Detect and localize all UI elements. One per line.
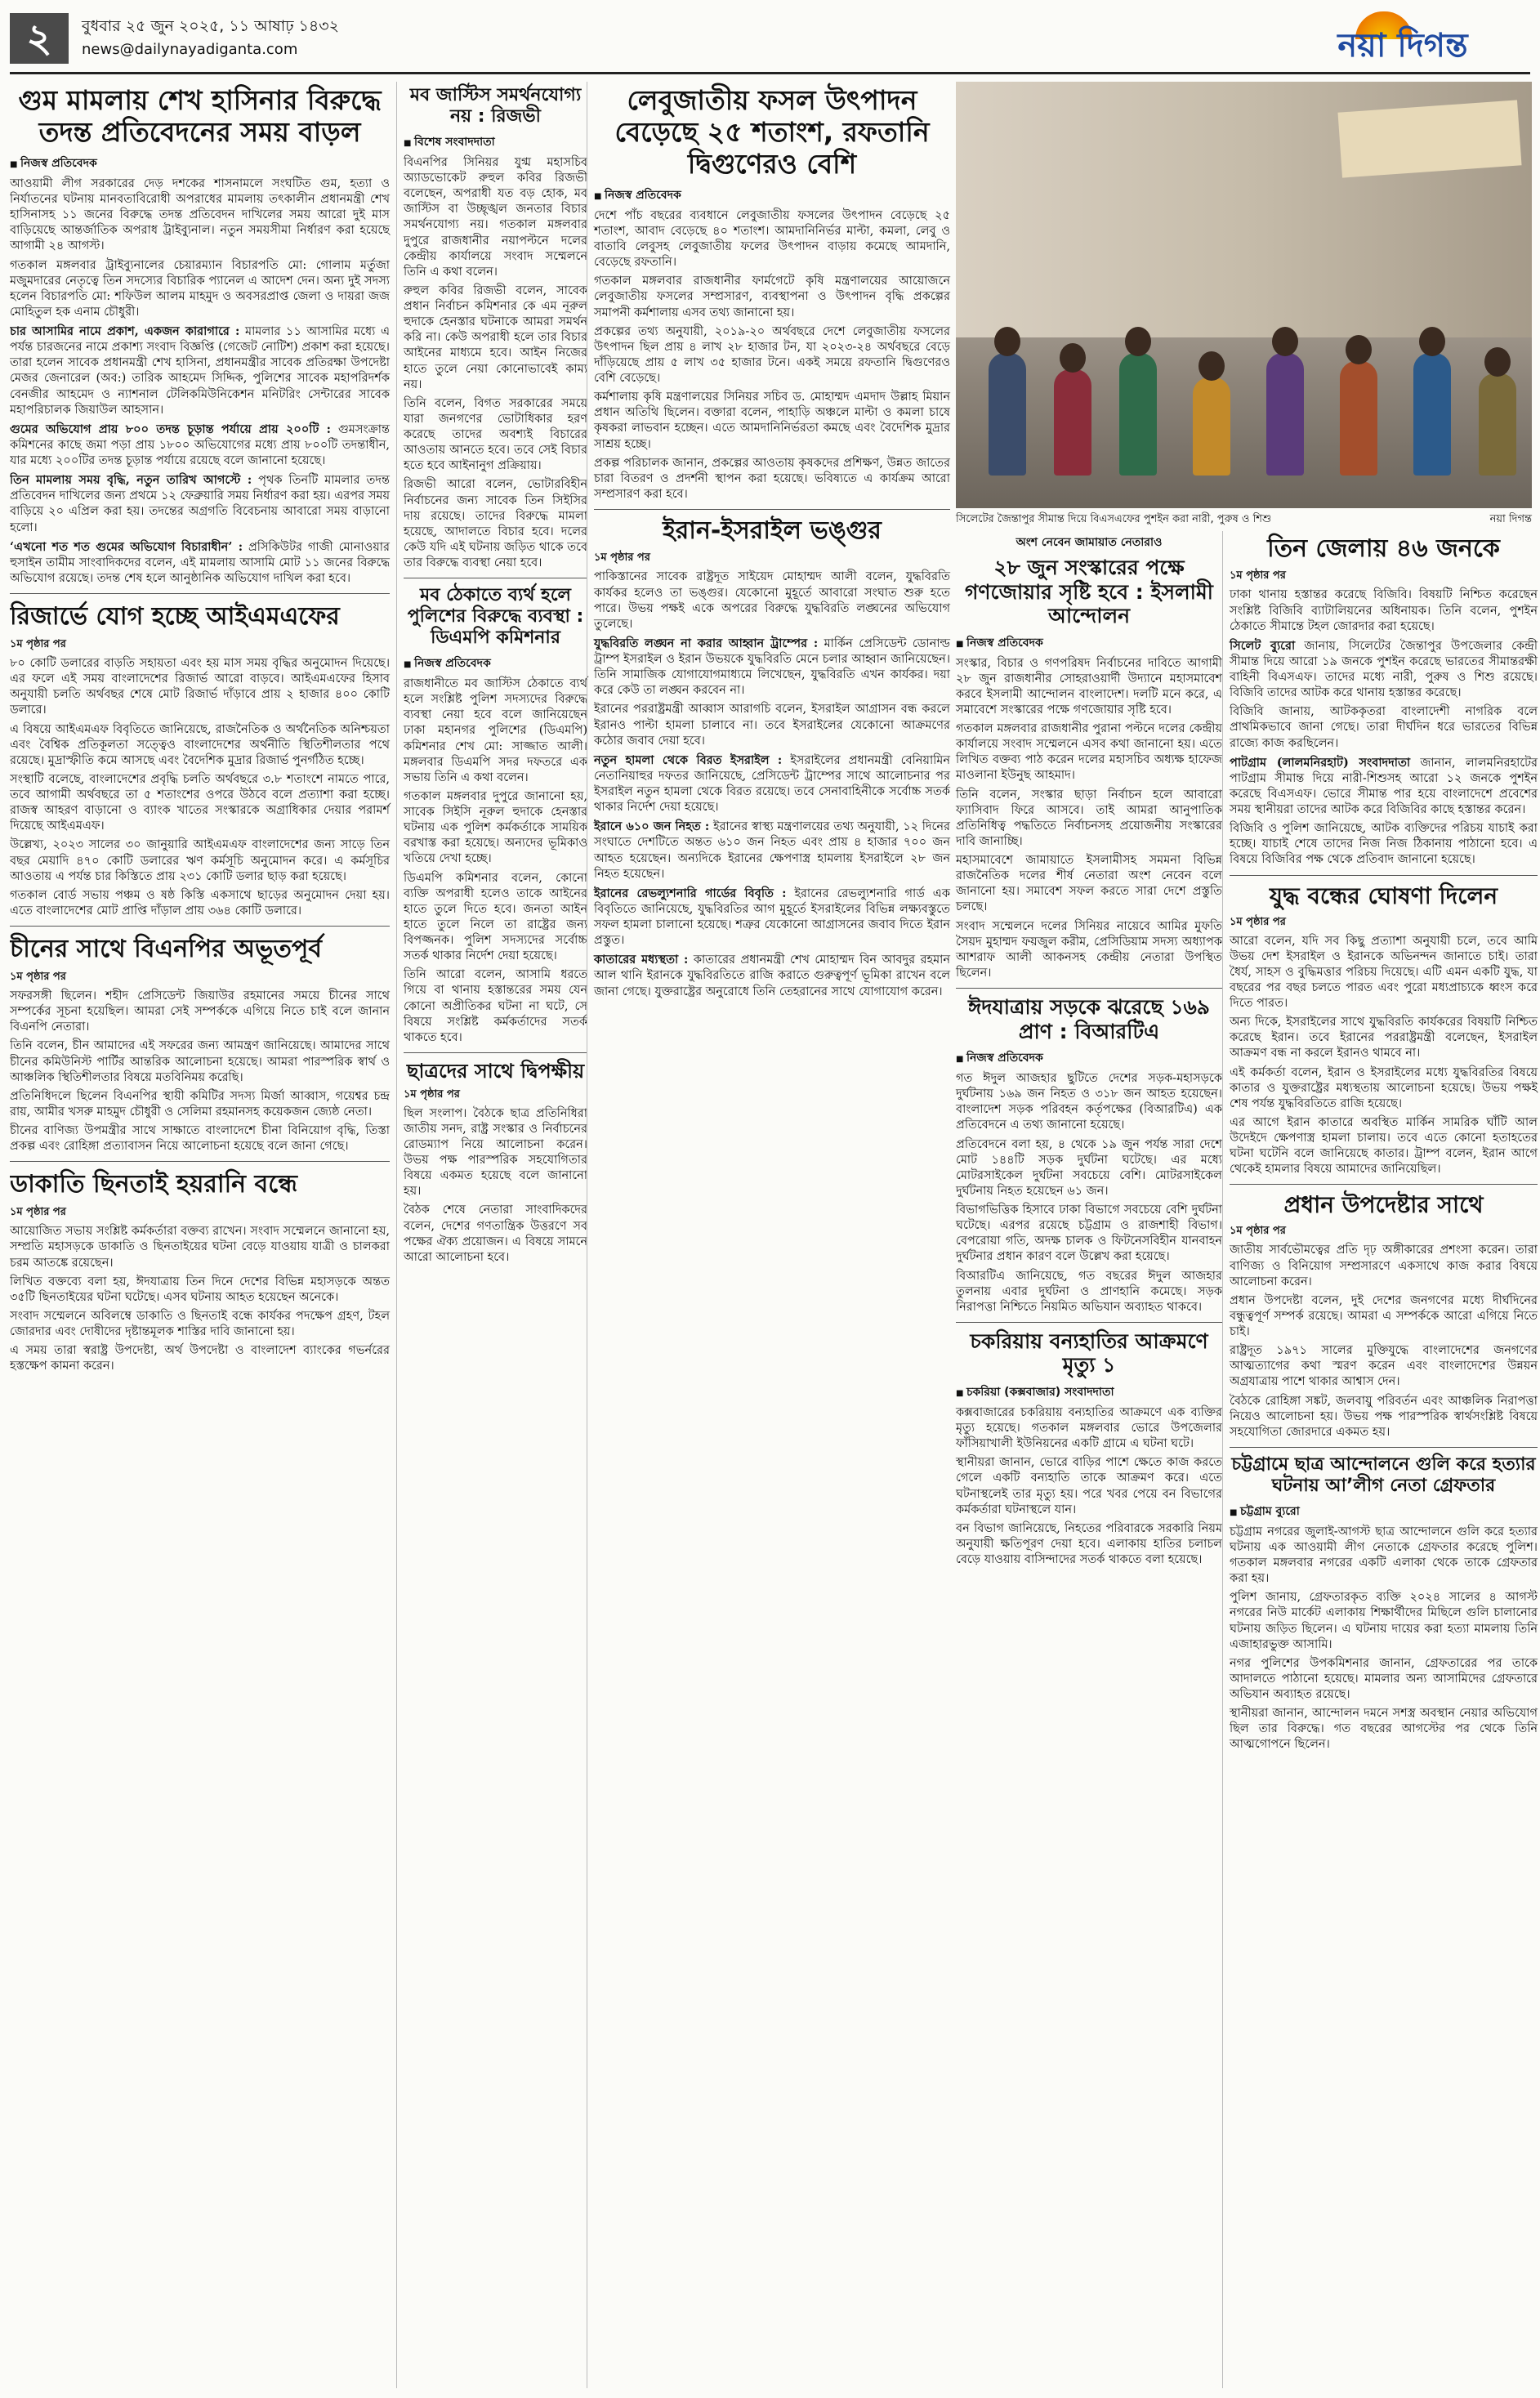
paragraph [1230,638,1538,702]
paragraph: কক্সবাজারের চকরিয়ায় বন্যহাতির আক্রমণে এক ব্যক্তির মৃত্যু হয়েছে। গতকাল মঙ্গলবার ভোরে উপজেলার ফাঁসিয়াখালী ইউনিয়নের একটি গ্রামে এ ঘটনা ঘটে। [956,1405,1222,1451]
paragraph-text: গুমসংক্রান্ত কমিশনের কাছে জমা পড়া প্রায় ১৮০০ অভিযোগের মধ্যে প্রায় ৮০০টি তদন্তাধীন, যার মধ্যে ২০০টির তদন্ত চূড়ান্ত পর্যায়ে রয়েছে বলে জানানো হয়েছে। [10,422,390,467]
newspaper-logo [1280,10,1525,67]
paragraph-text: পৃথক তিনটি মামলার তদন্ত প্রতিবেদন দাখিলের জন্য প্রথমে ১২ ফেব্রুয়ারি সময় নির্ধারণ করা হয়। এরপর সময় বাড়িয়ে ২০ এপ্রিল করা হয়। তদন্তের অগ্রগতি বিবেচনায় আবারো সময় বাড়ানো হলো। [10,474,390,534]
subhead: কাতারের মধ্যস্থতা : [594,953,689,967]
paragraph: আয়োজিত সভায় সংশ্লিষ্ট কর্মকর্তারা বক্তব্য রাখেন। সংবাদ সম্মেলনে জানানো হয়, সম্প্রতি মহাসড়কে ডাকাতি ও ছিনতাইয়ের ঘটনা বেড়ে যাওয়ায় যাত্রী ও চালকরা চরম আতঙ্কে রয়েছেন। [10,1225,390,1270]
paragraph: তিনি বলেন, সংস্কার ছাড়া নির্বাচন হলে আবারো ফ্যাসিবাদ ফিরে আসবে। তাই আমরা আনুপাতিক প্রতিনিধিত্ব পদ্ধতিতে নির্বাচনসহ প্রয়োজনীয় সংস্কারের দাবি জানাচ্ছি। [956,788,1222,848]
paragraph: বিজিবি জানায়, আটককৃতরা বাংলাদেশী নাগরিক বলে প্রাথমিকভাবে জানা গেছে। তারা দীর্ঘদিন ধরে ভারতের বিভিন্ন রাজ্যে কাজ করছিলেন। [1230,705,1538,750]
paragraph: প্রধান উপদেষ্টা বলেন, দুই দেশের জনগণের মধ্যে দীর্ঘদিনের বন্ধুত্বপূর্ণ সম্পর্ক রয়েছে। আমরা এ সম্পর্ককে আরো এগিয়ে নিতে চাই। [1230,1293,1538,1339]
email-link[interactable]: news@dailynayadiganta.com [82,41,298,58]
paragraph: রাজধানীতে মব জাস্টিস ঠেকাতে ব্যর্থ হলে সংশ্লিষ্ট পুলিশ সদস্যদের বিরুদ্ধে ব্যবস্থা নেয়া হবে বলে জানিয়েছেন ঢাকা মহানগর পুলিশের (ডিএমপি) কমিশনার শেখ মো: সাজ্জাত আলী। মঙ্গলবার ডিএমপি সদর দফতরে এক সভায় তিনি এ কথা বলেন। [404,677,587,784]
column-5 [1222,531,1540,2388]
photo-head [994,327,1020,356]
paragraph [594,886,950,949]
byline: ■ বিশেষ সংবাদদাতা [404,132,587,152]
paragraph [10,472,390,536]
byline: ■ চট্টগ্রাম ব্যুরো [1230,1502,1538,1521]
paragraph: সফরসঙ্গী ছিলেন। শহীদ প্রেসিডেন্ট জিয়াউর রহমানের সময়ে চীনের সাথে সম্পর্কের সূচনা হয়েছিল। আমরা সেই সম্পর্ককে এগিয়ে নিতে চাই বলে জানান বিএনপি নেতারা। [10,989,390,1034]
column-4 [949,531,1229,2388]
headline-chattogram: চট্টগ্রামে ছাত্র আন্দোলনে গুলি করে হত্যার ঘটনায় আ’লীগ নেতা গ্রেফতার [1231,1454,1536,1496]
paragraph: সংবাদ সম্মেলনে অবিলম্বে ডাকাতি ও ছিনতাই বন্ধে কার্যকর পদক্ষেপ গ্রহণ, টহল জোরদার এবং দোষীদের দৃষ্টান্তমূলক শাস্তির দাবি জানানো হয়। [10,1309,390,1338]
paragraph: প্রকল্পের তথ্য অনুযায়ী, ২০১৯-২০ অর্থবছরে দেশে লেবুজাতীয় ফসলের উৎপাদন ছিল প্রায় ৪ লাখ ২৮ হাজার টন, যা ২০২৩-২৪ অর্থবছরে বেড়ে দাঁড়িয়েছে প্রায় ৫ লাখ ৩৫ হাজার টনে। একই সময়ে রফতানি দ্বিগুণেরও বেশি বেড়েছে। [594,324,950,386]
paragraph: ডিএমপি কমিশনার বলেন, কোনো ব্যক্তি অপরাধী হলেও তাকে আইনের হাতে তুলে দিতে হবে। জনতা আইন হাতে তুলে নিলে তা রাষ্ট্রের জন্য বিপজ্জনক। পুলিশ সদস্যদের সর্বোচ্চ সতর্ক থাকার নির্দেশ দেয়া হয়েছে। [404,871,587,963]
headline-juddho: যুদ্ধ বন্ধের ঘোষণা দিলেন [1269,882,1498,909]
photo-head [1346,335,1372,364]
paragraph [1230,755,1538,819]
paragraph-text: ইরানের স্বাস্থ্য মন্ত্রণালয়ের তথ্য অনুযায়ী, ১২ দিনের সংঘাতে দেশটিতে অন্তত ৬১০ জন নিহত এবং প্রায় ৪ হাজার ৭০০ জন আহত হয়েছেন। অন্যদিকে ইরানের ক্ষেপণাস্ত্র হামলায় ইসরাইলে ২৮ জন নিহত হয়েছেন। [594,820,950,881]
paragraph [10,539,390,587]
subhead: ‘এখনো শত শত গুমের অভিযোগ বিচারাধীন’ : [10,539,243,554]
paragraph: অন্য দিকে, ইসরাইলের সাথে যুদ্ধবিরতি কার্যকরের বিষয়টি নিশ্চিত করেছে ইরান। তবে ইরানের পররাষ্ট্রমন্ত্রী বলেছেন, ইসরাইল আক্রমণ বন্ধ না করলে ইরানও থামবে না। [1230,1016,1538,1061]
paragraph: দেশে পাঁচ বছরের ব্যবধানে লেবুজাতীয় ফসলের উৎপাদন বেড়েছে ২৫ শতাংশ, আবাদ বেড়েছে ৪০ শতাংশ। আমদানিনির্ভর মাল্টা, কমলা, লেবু ও বাতাবি লেবুসহ লেবুজাতীয় ফলের উৎপাদন বাড়ায় কমেছে আমদানি, বেড়েছে রফতানি। [594,208,950,270]
paragraph-text: মার্কিন প্রেসিডেন্ট ডোনাল্ড ট্রাম্প ইসরাইল ও ইরান উভয়কে যুদ্ধবিরতি মেনে চলার আহ্বান জানিয়েছেন। তিনি সামাজিক যোগাযোগমাধ্যমে লিখেছেন, যুদ্ধবিরতি এখন কার্যকর। দয়া করে কেউ তা লঙ্ঘন করবেন না। [594,636,950,698]
photo-credit: নয়া দিগন্ত [1489,513,1532,525]
paragraph: বৈঠকে রোহিঙ্গা সঙ্কট, জলবায়ু পরিবর্তন এবং আঞ্চলিক নিরাপত্তা নিয়েও আলোচনা হয়। উভয় পক্ষ পারস্পরিক স্বার্থসংশ্লিষ্ট বিষয়ে সহযোগিতা জোরদারে একমত হয়। [1230,1394,1538,1439]
paragraph-text: জানায়, সিলেটের জৈন্তাপুর উপজেলার কেন্দ্রী সীমান্ত দিয়ে আরো ১৯ জনকে পুশইন করেছে ভারতের সীমান্তরক্ষী বাহিনী বিএসএফ। তাদের মধ্যে নারী, পুরুষ ও শিশু রয়েছে। বিজিবি তাদের আটক করে থানায় হস্তান্তর করেছে। [1230,639,1538,700]
paragraph: আরো বলেন, যদি সব কিছু প্রত্যাশা অনুযায়ী চলে, তবে আমি উভয় দেশ ইসরাইল ও ইরানকে অভিনন্দন জানাতে চাই। তারা ধৈর্য, সাহস ও বুদ্ধিমত্তার পরিচয় দিয়েছে। এটি এমন একটি যুদ্ধ, যা বছরের পর বছর চলতে পারত এবং পুরো মধ্যপ্রাচ্যকে ধ্বংস করে দিতে পারত। [1230,934,1538,1011]
photo-person [1119,353,1157,476]
paragraph [594,819,950,882]
paragraph: প্রতিবেদনে বলা হয়, ৪ থেকে ১৯ জুন পর্যন্ত সারা দেশে মোট ১৪৪টি সড়ক দুর্ঘটনা ঘটেছে। এর মধ্যে মোটরসাইকেল দুর্ঘটনা সবচেয়ে বেশি। মোটরসাইকেল দুর্ঘটনায় নিহত হয়েছেন ৬১ জন। [956,1137,1222,1198]
byline: ■ চকরিয়া (কক্সবাজার) সংবাদদাতা [956,1382,1222,1402]
divider [1230,1184,1538,1185]
divider [10,1161,390,1162]
continued-label: ১ম পৃষ্ঠার পর [10,638,66,650]
paragraph: লিখিত বক্তব্যে বলা হয়, ঈদযাত্রায় তিন দিনে দেশের বিভিন্ন মহাসড়কে অন্তত ৩৫টি ছিনতাইয়ের ঘটনা ঘটেছে। এসব ঘটনায় আহত হয়েছেন অনেকে। [10,1275,390,1304]
subhead: ইরানের রেভল্যুশনারি গার্ডের বিবৃতি : [594,886,787,900]
subhead: গুমের অভিযোগ প্রায় ৮০০ তদন্ত চূড়ান্ত পর্যায়ে প্রায় ২০০টি : [10,422,332,436]
paragraph [10,422,390,469]
photo-person [1340,361,1377,476]
paragraph: গতকাল বোর্ড সভায় পঞ্চম ও ষষ্ঠ কিস্তি একসাথে ছাড়ের অনুমোদন দেয়া হয়। এতে বাংলাদেশের মোট প্রাপ্তি দাঁড়াল প্রায় ৩৬৪ কোটি ডলারে। [10,888,390,918]
headline-china: চীনের সাথে বিএনপির অভূতপূর্ব [10,935,322,963]
photo-person [1479,373,1516,476]
paragraph: রুহুল কবির রিজভী বলেন, সাবেক প্রধান নির্বাচন কমিশনার কে এম নূরুল হুদাকে হেনস্তার ঘটনাকে আমরা সমর্থন করি না। কেউ অপরাধী হলে তার বিচার আইনের মাধ্যমে হবে। আইন নিজের হাতে তুলে নেয়া কোনোভাবেই কাম্য নয়। [404,284,587,391]
paragraph: বিএনপির সিনিয়র যুগ্ম মহাসচিব অ্যাডভোকেট রুহুল কবির রিজভী বলেছেন, অপরাধী যত বড় হোক, মব জাস্টিস বা উচ্ছৃঙ্খল জনতার বিচার সমর্থনযোগ্য নয়। গতকাল মঙ্গলবার দুপুরে রাজধানীর নয়াপল্টনে দলের কেন্দ্রীয় কার্যালয়ে সংবাদ সম্মেলনে তিনি এ কথা বলেন। [404,155,587,279]
paragraph: ইরানের পররাষ্ট্রমন্ত্রী আব্বাস আরাগচি বলেন, ইসরাইল আগ্রাসন বন্ধ করলে ইরানও পাল্টা হামলা চালাবে না। তবে ইসরাইলের যেকোনো আক্রমণের কঠোর জবাব দেয়া হবে। [594,703,950,748]
photo-person [1413,353,1451,476]
paragraph [594,752,950,816]
subhead: নতুন হামলা থেকে বিরত ইসরাইল : [594,752,783,767]
paragraph [594,636,950,699]
paragraph: এ বিষয়ে আইএমএফ বিবৃতিতে জানিয়েছে, রাজনৈতিক ও অর্থনৈতিক অনিশ্চয়তা এবং বৈশ্বিক প্রতিকূলতা সত্ত্বেও বাংলাদেশের অর্থনীতি স্থিতিশীলতার পথে রয়েছে। মুদ্রাস্ফীতি কমে আসছে এবং বৈদেশিক মুদ্রার রিজার্ভ পুনর্গঠিত হচ্ছে। [10,722,390,767]
headline-iran: ইরান-ইসরাইল ভঙ্গুর [663,516,882,546]
column-2 [396,82,594,2388]
subhead: চার আসামির নামে প্রকাশ, একজন কারাগারে : [10,324,240,338]
paragraph: বৈঠক শেষে নেতারা সাংবাদিকদের বলেন, দেশের গণতান্ত্রিক উত্তরণে সব পক্ষের ঐক্য প্রয়োজন। এ বিষয়ে সামনে আরো আলোচনা হবে। [404,1203,587,1264]
divider [10,926,390,927]
paragraph: গতকাল মঙ্গলবার রাজধানীর ফার্মগেটে কৃষি মন্ত্রণালয়ের আয়োজনে লেবুজাতীয় ফসলের সম্প্রসারণ, ব্যবস্থাপনা ও উৎপাদন বৃদ্ধি প্রকল্পের সমাপনী কর্মশালায় এসব তথ্য জানানো হয়। [594,275,950,319]
paragraph: ৮০ কোটি ডলারের বাড়তি সহায়তা এবং হয় মাস সময় বৃদ্ধির অনুমোদন দিয়েছে। এর ফলে এই সময় বাংলাদেশের রিজার্ভ আরো বাড়বে। আইএমএফের হিসাব অনুযায়ী চলতি অর্থবছর শেষে মোট রিজার্ভ দাঁড়াবে প্রায় ২ হাজার ৪০০ কোটি ডলারে। [10,657,390,717]
headline-chhatra: ছাত্রদের সাথে দ্বিপক্ষীয় [406,1059,585,1083]
paragraph: গতকাল মঙ্গলবার ট্রাইব্যুনালের চেয়ারম্যান বিচারপতি মো: গোলাম মর্তুজা মজুমদারের নেতৃত্বে তিন সদস্যের বিচারিক প্যানেল এ আদেশ দেন। অন্য দুই সদস্য হলেন বিচারপতি মো: শফিউল আলম মাহমুদ ও অবসরপ্রাপ্ত জেলা ও দায়রা জজ মোহিতুল হক এনাম চৌধুরী। [10,258,390,319]
paragraph [594,952,950,999]
paragraph-text: জানান, লালমনিরহাটের পাটগ্রাম সীমান্ত দিয়ে নারী-শিশুসহ আরো ১২ জনকে পুশইন করেছে বিএসএফ। ভোরে সীমান্ত পার হয়ে বাংলাদেশে প্রবেশের সময় স্থানীয়রা তাদের আটক করে বিজিবির কাছে হস্তান্তর করেন। [1230,756,1538,817]
photo-person [1266,353,1304,476]
paragraph-text: মামলার ১১ আসামির মধ্যে এ পর্যন্ত চারজনের নামে প্রকাশ্য সংবাদ বিজ্ঞপ্তি (গেজেট নোটিশ) প্রকাশ করা হয়েছে। তারা হলেন সাবেক প্রধানমন্ত্রী শেখ হাসিনা, প্রধানমন্ত্রীর সাবেক প্রতিরক্ষা উপদেষ্টা মেজর জেনারেল (অব:) তারিক আহমেদ সিদ্দিক, পুলিশের সাবেক মহাপরিদর্শক বেনজীর আহমেদ ও ন্যাশনাল টেলিকমিউনিকেশন মনিটরিং সেন্টারের সাবেক মহাপরিচালক জিয়াউল আহসান। [10,325,390,417]
photo-caption: সিলেটের জৈন্তাপুর সীমান্ত দিয়ে বিএসএফের পুশইন করা নারী, পুরুষ ও শিশু [956,513,1272,525]
paragraph: চীনের বাণিজ্য উপমন্ত্রীর সাথে সাক্ষাতে বাংলাদেশে চীনা বিনিয়োগ বৃদ্ধি, তিস্তা প্রকল্প এবং রোহিঙ্গা প্রত্যাবাসন নিয়ে আলোচনা হয়েছে বলে জানা গেছে। [10,1124,390,1154]
column-3 [587,82,957,2388]
photo-banner [1337,100,1521,177]
kicker: অংশ নেবেন জামায়াত নেতারাও [1016,536,1163,549]
continued-label: ১ম পৃষ্ঠার পর [1230,1225,1286,1238]
photo-person [1054,369,1091,476]
continued-label: ১ম পৃষ্ঠার পর [1230,569,1286,583]
paragraph: সংবাদ সম্মেলনে দলের সিনিয়র নায়েবে আমির মুফতি সৈয়দ মুহাম্মদ ফয়জুল করীম, প্রেসিডিয়াম সদস্য অধ্যাপক আশরাফ আলী আকনসহ কেন্দ্রীয় নেতারা উপস্থিত ছিলেন। [956,919,1222,980]
headline-lebu: লেবুজাতীয় ফসল উৎপাদন বেড়েছে ২৫ শতাংশ, রফতানি দ্বিগুণেরও বেশি [614,84,930,180]
divider [1230,875,1538,876]
paragraph: স্থানীয়রা জানান, ভোরে বাড়ির পাশে ক্ষেতে কাজ করতে গেলে একটি বন্যহাতি তাকে আক্রমণ করে। এতে ঘটনাস্থলেই তার মৃত্যু হয়। পরে খবর পেয়ে বন বিভাগের কর্মকর্তারা ঘটনাস্থলে যান। [956,1456,1222,1516]
paragraph: এ সময় তারা স্বরাষ্ট্র উপদেষ্টা, অর্থ উপদেষ্টা ও বাংলাদেশ ব্যাংকের গভর্নরের হস্তক্ষেপ কামনা করেন। [10,1344,390,1373]
continued-label: ১ম পৃষ্ঠার পর [1230,915,1286,928]
paragraph: রাষ্ট্রদূত ১৯৭১ সালের মুক্তিযুদ্ধে বাংলাদেশের জনগণের আত্মত্যাগের কথা স্মরণ করেন এবং বাংলাদেশের উন্নয়ন অগ্রযাত্রায় পাশে থাকার আশ্বাস দেন। [1230,1344,1538,1389]
paragraph: তিনি বলেন, চীন আমাদের এই সফরের জন্য আমন্ত্রণ জানিয়েছে। আমাদের সাথে চীনের কমিউনিস্ট পার্টির আন্তরিক আলোচনা হয়েছে। আমরা পারস্পরিক স্বার্থ ও আঞ্চলিক স্থিতিশীলতার বিষয়ে মতবিনিময় করেছি। [10,1039,390,1084]
headline-dakati: ডাকাতি ছিনতাই হয়রানি বন্ধে [10,1170,298,1199]
photo-caption-row [956,511,1532,529]
paragraph: চট্টগ্রাম নগরের জুলাই-আগস্ট ছাত্র আন্দোলনে গুলি করে হত্যার ঘটনায় এক আওয়ামী লীগ নেতাকে গ্রেফতার করেছে পুলিশ। গতকাল মঙ্গলবার নগরের একটি এলাকা থেকে তাকে গ্রেফতার করা হয়। [1230,1525,1538,1586]
divider [10,593,390,594]
paragraph: পাকিস্তানের সাবেক রাষ্ট্রদূত সাইয়েদ মোহাম্মদ আলী বলেন, যুদ্ধবিরতি কার্যকর হলেও তা ভঙ্গুর। যেকোনো মুহূর্তে আবারো সংঘাত শুরু হতে পারে। উভয় পক্ষই একে অপরের বিরুদ্ধে যুদ্ধবিরতি লঙ্ঘনের অভিযোগ তুলেছে। [594,570,950,631]
paragraph: ঢাকা থানায় হস্তান্তর করেছে বিজিবি। বিষয়টি নিশ্চিত করেছেন সংশ্লিষ্ট বিজিবি ব্যাটালিয়নের অধিনায়ক। তিনি বলেন, পুশইন ঠেকাতে সীমান্তে টহল জোরদার করা হয়েছে। [1230,588,1538,633]
continued-label: ১ম পৃষ্ঠার পর [594,551,650,565]
paragraph: বিভাগভিত্তিক হিসাবে ঢাকা বিভাগে সবচেয়ে বেশি দুর্ঘটনা ঘটেছে। এরপর রয়েছে চট্টগ্রাম ও রাজশাহী বিভাগ। বেপরোয়া গতি, অদক্ষ চালক ও ফিটনেসবিহীন যানবাহন দুর্ঘটনার প্রধান কারণ বলে উল্লেখ করা হয়েছে। [956,1203,1222,1264]
paragraph: স্থানীয়রা জানান, আন্দোলন দমনে সশস্ত্র অবস্থান নেয়ার অভিযোগ ছিল তার বিরুদ্ধে। গত বছরের আগস্টের পর থেকে তিনি আত্মগোপনে ছিলেন। [1230,1707,1538,1752]
dateline: বুধবার ২৫ জুন ২০২৫, ১১ আষাঢ় ১৪৩২ [82,17,339,35]
headline-upodeshta: প্রধান উপদেষ্টার সাথে [1283,1191,1484,1219]
headline-police: মব ঠেকাতে ব্যর্থ হলে পুলিশের বিরুদ্ধে ব্যবস্থা : ডিএমপি কমিশনার [407,585,584,649]
header-divider [10,72,1530,74]
paragraph: কর্মশালায় কৃষি মন্ত্রণালয়ের সিনিয়র সচিব ড. মোহাম্মদ এমদাদ উল্লাহ মিয়ান প্রধান অতিথি ছিলেন। বক্তারা বলেন, পাহাড়ি অঞ্চলে মাল্টা ও কমলা চাষে কৃষকরা লাভবান হচ্ছেন। এতে আমদানিনির্ভরতা কমছে এবং বৈদেশিক মুদ্রার সাশ্রয় হচ্ছে। [594,391,950,451]
paragraph: এর আগে ইরান কাতারে অবস্থিত মার্কিন সামরিক ঘাঁটি আল উদেইদে ক্ষেপণাস্ত্র হামলা চালায়। তবে এতে কোনো হতাহতের ঘটনা ঘটেনি বলে জানিয়েছে কাতার। ট্রাম্প বলেন, ইরান আগে থেকেই হামলার বিষয়ে আমাদের জানিয়েছিল। [1230,1115,1538,1177]
paragraph: এই কর্মকর্তা বলেন, ইরান ও ইসরাইলের মধ্যে যুদ্ধবিরতির বিষয়ে কাতার ও যুক্তরাষ্ট্রের মধ্যস্থতায় আলোচনা হয়েছে। উভয় পক্ষই শেষ পর্যন্ত যুদ্ধবিরতিতে রাজি হয়েছে। [1230,1065,1538,1110]
subhead: ইরানে ৬১০ জন নিহত : [594,819,710,834]
headline-mob: মব জাস্টিস সমর্থনযোগ্য নয় : রিজভী [409,85,582,127]
paragraph: বন বিভাগ জানিয়েছে, নিহতের পরিবারকে সরকারি নিয়ম অনুযায়ী ক্ষতিপূরণ দেয়া হবে। এলাকায় হাতির চলাচল বেড়ে যাওয়ায় বাসিন্দাদের সতর্ক থাকতে বলা হয়েছে। [956,1521,1222,1566]
subhead: যুদ্ধবিরতি লঙ্ঘন না করার আহ্বান ট্রাম্পের : [594,636,819,650]
paragraph: গতকাল মঙ্গলবার দুপুরে জানানো হয়, সাবেক সিইসি নূরুল হুদাকে হেনস্তার ঘটনায় এক পুলিশ কর্মকর্তাকে সাময়িক বরখাস্ত করা হয়েছে। অন্যদের ভূমিকাও খতিয়ে দেখা হচ্ছে। [404,789,587,866]
subhead: তিন মামলায় সময় বৃদ্ধি, নতুন তারিখ আগস্টে : [10,473,252,488]
photo-head [1199,351,1225,381]
paragraph: রিজভী আরো বলেন, ভোটারবিহীন নির্বাচনের জন্য সাবেক তিন সিইসির দায় রয়েছে। তাদের বিরুদ্ধে মামলা হয়েছে, আদালতে বিচার হবে। দলের কেউ যদি এই ঘটনায় জড়িত থাকে তবে তার বিরুদ্ধে ব্যবস্থা নেয়া হবে। [404,478,587,570]
headline-ganajote: ২৮ জুন সংস্কারের পক্ষে গণজোয়ার সৃষ্টি হবে : ইসলামী আন্দোলন [965,556,1213,627]
photo-head [1272,327,1298,356]
headline-tin: তিন জেলায় ৪৬ জনকে [1267,534,1500,563]
paragraph: আওয়ামী লীগ সরকারের দেড় দশকের শাসনামলে সংঘটিত গুম, হত্যা ও নির্যাতনের ঘটনায় মানবতাবিরোধী অপরাধের মামলায় তৎকালীন প্রধানমন্ত্রী শেখ হাসিনাসহ ১১ জনের বিরুদ্ধে তদন্ত প্রতিবেদন দাখিলের সময় আরো দুই মাস বাড়িয়েছে আন্তর্জাতিক অপরাধ ট্রাইব্যুনাল। নতুন সময়সীমা নির্ধারণ করা হয়েছে আগামী ২৪ আগস্ট। [10,176,390,253]
paragraph: প্রকল্প পরিচালক জানান, প্রকল্পের আওতায় কৃষকদের প্রশিক্ষণ, উন্নত জাতের চারা বিতরণ ও প্রদর্শনী স্থাপন করা হয়েছে। ভবিষ্যতে এ কার্যক্রম আরো সম্প্রসারণ করা হবে। [594,456,950,501]
continued-label: ১ম পৃষ্ঠার পর [404,1087,460,1101]
headline-eid: ঈদযাত্রায় সড়কে ঝরেছে ১৬৯ প্রাণ : বিআরটিএ [967,995,1211,1043]
divider [404,1052,587,1053]
paragraph: তিনি বলেন, বিগত সরকারের সময়ে যারা জনগণের ভোটাধিকার হরণ করেছে তাদের অবশ্যই বিচারের আওতায় আনতে হবে। তবে সেই বিচার হতে হবে আইনানুগ প্রক্রিয়ায়। [404,396,587,473]
photo-head [1484,347,1511,377]
paragraph: উল্লেখ্য, ২০২৩ সালের ৩০ জানুয়ারি আইএমএফ বাংলাদেশের জন্য সাড়ে তিন বছর মেয়াদি ৪৭০ কোটি ডলারের ঋণ কর্মসূচি অনুমোদন করে। এ কর্মসূচির আওতায় এ পর্যন্ত চার কিস্তিতে প্রায় ২৩১ কোটি ডলার ছাড় করা হয়েছে। [10,838,390,883]
divider [956,988,1222,989]
paragraph: সংস্থাটি বলেছে, বাংলাদেশের প্রবৃদ্ধি চলতি অর্থবছরে ৩.৮ শতাংশে নামতে পারে, তবে আগামী অর্থবছরে তা ৫ শতাংশের ওপরে উঠবে বলে প্রত্যাশা করা হচ্ছে। রাজস্ব আহরণ বাড়ানো ও ব্যাংক খাতের সংস্কারকে অগ্রাধিকার দেয়ার পরামর্শ দিয়েছে আইএমএফ। [10,772,390,833]
subhead: সিলেট ব্যুরো [1230,638,1296,653]
photo-head [1060,343,1086,373]
paragraph: মহাসমাবেশে জামায়াতে ইসলামীসহ সমমনা বিভিন্ন রাজনৈতিক দলের শীর্ষ নেতারা অংশ নেবেন বলে জানানো হয়। সমাবেশ সফল করতে সারা দেশে প্রস্তুতি চলছে। [956,854,1222,914]
divider [594,509,950,510]
byline: ■ নিজস্ব প্রতিবেদক [594,185,950,205]
paragraph: ছিল সংলাপ। বৈঠকে ছাত্র প্রতিনিধিরা জাতীয় সনদ, রাষ্ট্র সংস্কার ও নির্বাচনের রোডম্যাপ নিয়ে আলোচনা করেন। উভয় পক্ষ পারস্পরিক সহযোগিতার বিষয়ে একমত হয়েছে বলে জানানো হয়। [404,1106,587,1199]
paragraph [10,324,390,418]
paragraph: বিজিবি ও পুলিশ জানিয়েছে, আটক ব্যক্তিদের পরিচয় যাচাই করা হচ্ছে। যাচাই শেষে তাদের নিজ নিজ ঠিকানায় পাঠানো হবে। এ বিষয়ে বিজিবির পক্ষ থেকে প্রতিবাদ জানানো হয়েছে। [1230,822,1538,867]
paragraph: গতকাল মঙ্গলবার রাজধানীর পুরানা পল্টনে দলের কেন্দ্রীয় কার্যালয়ে সংবাদ সম্মেলনে এসব কথা জানানো হয়। এতে লিখিত বক্তব্য পাঠ করেন দলের মহাসচিব অধ্যক্ষ হাফেজ মাওলানা ইউনুছ আহমাদ। [956,722,1222,783]
paragraph: প্রতিনিধিদলে ছিলেন বিএনপির স্থায়ী কমিটির সদস্য মির্জা আব্বাস, গয়েশ্বর চন্দ্র রায়, আমীর খসরু মাহমুদ চৌধুরী ও সেলিমা রহমানসহ কয়েকজন জ্যেষ্ঠ নেতা। [10,1089,390,1119]
paragraph-text: ইরানের রেভল্যুশনারি গার্ড এক বিবৃতিতে জানিয়েছে, যুদ্ধবিরতির আগ মুহূর্তে ইসরাইলের বিভিন্ন লক্ষ্যবস্তুতে সফল হামলা চালানো হয়েছে। শত্রুর যেকোনো আগ্রাসনের জবাব দিতে ইরান প্রস্তুত। [594,886,950,948]
divider [956,1322,1222,1323]
continued-label: ১ম পৃষ্ঠার পর [10,971,66,983]
headline-hasina: গুম মামলায় শেখ হাসিনার বিরুদ্ধে তদন্ত প্রতিবেদনের সময় বাড়ল [18,84,382,148]
headline-imf: রিজার্ভে যোগ হচ্ছে আইএমএফের [10,602,340,631]
divider [1230,1447,1538,1448]
paragraph: নগর পুলিশের উপকমিশনার জানান, গ্রেফতারের পর তাকে আদালতে পাঠানো হয়েছে। মামলার অন্য আসামিদের গ্রেফতারে অভিযান অব্যাহত রয়েছে। [1230,1656,1538,1702]
paragraph-text: কাতারের প্রধানমন্ত্রী শেখ মোহাম্মদ বিন আবদুর রহমান আল থানি ইরানকে যুদ্ধবিরতিতে রাজি করাতে গুরুত্বপূর্ণ ভূমিকা রাখেন বলে জানা গেছে। যুক্তরাষ্ট্রের অনুরোধে তিনি তেহরানের সাথে যোগাযোগ করেন। [594,953,950,998]
page-number: ২ [10,13,69,64]
logo-text: নয়া দিগন্ত [1337,27,1468,65]
continued-label: ১ম পৃষ্ঠার পর [10,1206,66,1219]
photo-person [989,353,1026,476]
headline-chakaria: চকরিয়ায় বন্যহাতির আক্রমণে মৃত্যু ১ [970,1329,1208,1378]
paragraph: জাতীয় সার্বভৌমত্বের প্রতি দৃঢ় অঙ্গীকারের প্রশংসা করেন। তারা বাণিজ্য ও বিনিয়োগ সম্প্রসারণে একসাথে কাজ করার বিষয়ে আলোচনা করেন। [1230,1244,1538,1288]
paragraph-text: ইসরাইলের প্রধানমন্ত্রী বেনিয়ামিন নেতানিয়াহুর দফতর জানিয়েছে, প্রেসিডেন্ট ট্রাম্পের সাথে আলোচনার পর ইসরাইল নতুন হামলা থেকে বিরত রয়েছে। তবে সেনাবাহিনীকে সর্বোচ্চ সতর্ক থাকার নির্দেশ দেয়া হয়েছে। [594,753,950,815]
byline: ■ নিজস্ব প্রতিবেদক [956,633,1222,653]
subhead: পাটগ্রাম (লালমনিরহাট) সংবাদদাতা [1230,755,1411,770]
byline: ■ নিজস্ব প্রতিবেদক [956,1048,1222,1068]
photo-head [1125,327,1151,356]
column-1 [10,82,396,2388]
paragraph: সংস্কার, বিচার ও গণপরিষদ নির্বাচনের দাবিতে আগামী ২৮ জুন রাজধানীর সোহরাওয়ার্দী উদ্যানে মহাসমাবেশ করবে ইসলামী আন্দোলন বাংলাদেশ। দলটি মনে করে, এ সমাবেশে সংস্কারের পক্ষে গণজোয়ার সৃষ্টি হবে। [956,656,1222,717]
photo-head [1419,327,1445,356]
news-photo [956,82,1532,508]
byline: ■ নিজস্ব প্রতিবেদক [10,154,390,173]
byline: ■ নিজস্ব প্রতিবেদক [404,654,587,673]
paragraph: পুলিশ জানায়, গ্রেফতারকৃত ব্যক্তি ২০২৪ সালের ৪ আগস্ট নগরের নিউ মার্কেট এলাকায় শিক্ষার্থীদের মিছিলে গুলি চালানোর ঘটনায় জড়িত ছিলেন। এ ঘটনায় দায়ের করা হত্যা মামলায় তিনি এজাহারভুক্ত আসামি। [1230,1591,1538,1651]
paragraph-text: প্রসিকিউটর গাজী মোনাওয়ার হুসাইন তামীম সাংবাদিকদের বলেন, এই মামলায় আসামি মোট ১১ জনের বিরুদ্ধে অভিযোগ রয়েছে। তদন্ত শেষ হলে আনুষ্ঠানিক অভিযোগ দাখিল করা হবে। [10,540,390,585]
paragraph: বিআরটিএ জানিয়েছে, গত বছরের ঈদুল আজহার তুলনায় এবার দুর্ঘটনা ও প্রাণহানি কমেছে। সড়ক নিরাপত্তা নিশ্চিতে নিয়মিত অভিযান অব্যাহত থাকবে। [956,1269,1222,1314]
paragraph: তিনি আরো বলেন, আসামি ধরতে গিয়ে বা থানায় হস্তান্তরের সময় যেন কোনো অপ্রীতিকর ঘটনা না ঘটে, সে বিষয়ে সংশ্লিষ্ট কর্মকর্তাদের সতর্ক থাকতে হবে। [404,968,587,1044]
photo-person [1193,377,1230,476]
paragraph: গত ঈদুল আজহার ছুটিতে দেশের সড়ক-মহাসড়কে দুর্ঘটনায় ১৬৯ জন নিহত ও ৩১৮ জন আহত হয়েছেন। বাংলাদেশ সড়ক পরিবহন কর্তৃপক্ষের (বিআরটিএ) এক প্রতিবেদনে এ তথ্য জানানো হয়েছে। [956,1072,1222,1132]
